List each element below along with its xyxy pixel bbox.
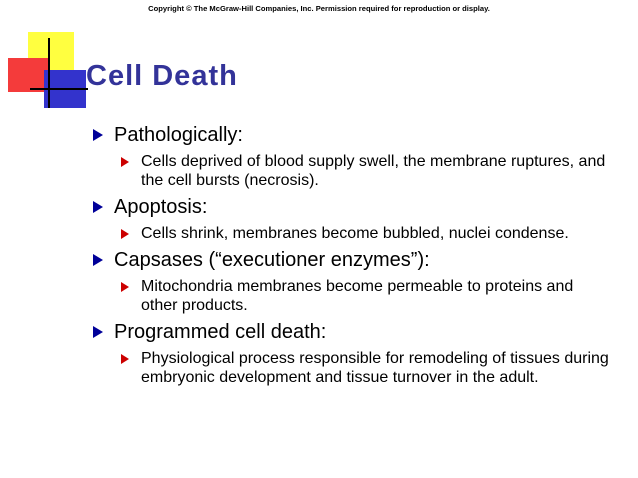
bullet-marker-icon	[93, 129, 103, 141]
sub-bullet-marker-icon	[121, 282, 129, 292]
slide-title: Cell Death	[86, 60, 238, 92]
logo-horizontal-line	[30, 88, 88, 90]
sub-bullet-marker-icon	[121, 229, 129, 239]
bullet-marker-icon	[93, 201, 103, 213]
bullet-label: Capsases (“executioner enzymes”):	[114, 249, 430, 271]
bullet-pathologically	[0, 123, 638, 148]
bullet-capsases	[0, 248, 638, 273]
sub-bullet-apoptosis	[0, 224, 638, 243]
bullet-label: Apoptosis:	[114, 196, 208, 218]
sub-bullet-mitochondria	[0, 277, 638, 315]
sub-bullet-physiological	[0, 349, 638, 387]
bullet-marker-icon	[93, 254, 103, 266]
bullet-apoptosis	[0, 195, 638, 220]
sub-bullet-necrosis	[0, 152, 638, 190]
slide-logo	[0, 0, 90, 110]
logo-red-square	[8, 58, 48, 92]
bullet-label: Pathologically:	[114, 124, 243, 146]
bullet-label: Programmed cell death:	[114, 321, 327, 343]
bullet-programmed-cell-death	[0, 320, 638, 345]
sub-bullet-text: Mitochondria membranes become permeable to proteins and other products.	[141, 278, 574, 314]
logo-vertical-line	[48, 38, 50, 108]
bullet-list	[0, 123, 638, 392]
bullet-marker-icon	[93, 326, 103, 338]
sub-bullet-text: Cells shrink, membranes become bubbled, nuclei condense.	[141, 225, 569, 242]
sub-bullet-marker-icon	[121, 354, 129, 364]
sub-bullet-text: Physiological process responsible for remodeling of tissues during embryonic development and tissue turnover in the adult.	[141, 350, 609, 386]
sub-bullet-text: Cells deprived of blood supply swell, the membrane ruptures, and the cell bursts (necrosis).	[141, 153, 606, 189]
copyright-notice: Copyright © The McGraw-Hill Companies, Inc. Permission required for reproduction or display.	[148, 4, 490, 13]
sub-bullet-marker-icon	[121, 157, 129, 167]
